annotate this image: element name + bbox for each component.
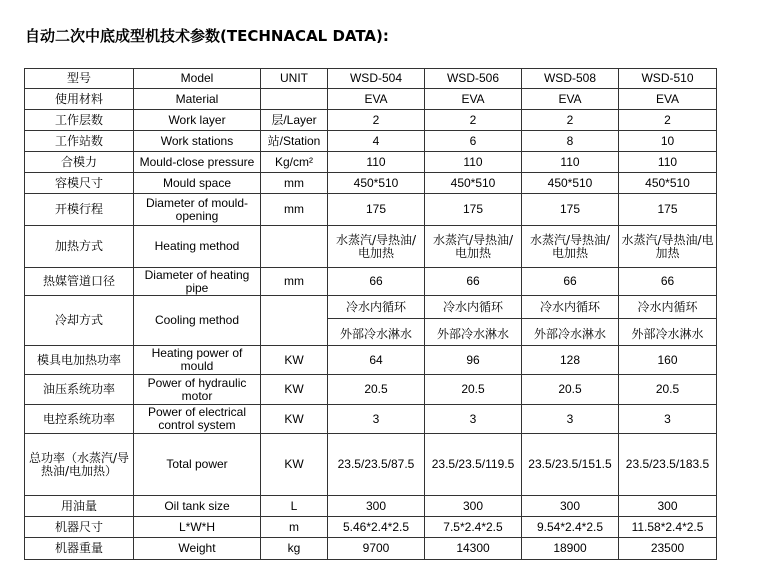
row-value: 11.58*2.4*2.5 (619, 517, 717, 538)
row-value: 175 (522, 194, 619, 226)
table-row (25, 496, 717, 517)
row-value: 23.5/23.5/183.5 (619, 434, 717, 496)
row-value: 300 (619, 496, 717, 517)
header-label-en: Model (134, 69, 261, 89)
row-label-en: Mould space (134, 173, 261, 194)
row-unit: kg (261, 538, 328, 560)
row-label-en: Work layer (134, 110, 261, 131)
row-label-en: Diameter of heating pipe (134, 268, 261, 296)
row-value: 110 (619, 152, 717, 173)
row-value: 450*510 (619, 173, 717, 194)
row-value: 水蒸汽/导热油/电加热 (328, 226, 425, 268)
cooling-internal: 冷水内循环 (522, 301, 618, 319)
row-value: 64 (328, 346, 425, 375)
row-value: 20.5 (328, 375, 425, 405)
row-value: 20.5 (425, 375, 522, 405)
row-label-cn: 冷却方式 (25, 296, 134, 346)
row-value: EVA (522, 89, 619, 110)
row-value: 3 (425, 405, 522, 434)
table-row (25, 194, 717, 226)
row-unit (261, 89, 328, 110)
row-label-cn: 合模力 (25, 152, 134, 173)
row-value: 水蒸汽/导热油/电加热 (425, 226, 522, 268)
row-label-en: Total power (134, 434, 261, 496)
table-row (25, 346, 717, 375)
row-unit (261, 296, 328, 346)
row-value: 66 (425, 268, 522, 296)
row-label-cn: 总功率（水蒸汽/导热油/电加热） (25, 434, 134, 496)
table-row (25, 226, 717, 268)
row-value (425, 296, 522, 346)
row-label-en: Material (134, 89, 261, 110)
row-value: 23.5/23.5/119.5 (425, 434, 522, 496)
row-label-en: Work stations (134, 131, 261, 152)
row-value: 450*510 (425, 173, 522, 194)
row-unit: KW (261, 405, 328, 434)
row-value: 2 (522, 110, 619, 131)
row-value (619, 296, 717, 346)
row-label-en: Heating method (134, 226, 261, 268)
row-value: 110 (328, 152, 425, 173)
header-unit: UNIT (261, 69, 328, 89)
row-label-en: Cooling method (134, 296, 261, 346)
row-value: 水蒸汽/导热油/电加热 (619, 226, 717, 268)
row-label-cn: 机器尺寸 (25, 517, 134, 538)
table-row (25, 538, 717, 560)
row-value: 2 (328, 110, 425, 131)
row-value: 110 (425, 152, 522, 173)
row-label-cn: 容模尺寸 (25, 173, 134, 194)
row-unit: 层/Layer (261, 110, 328, 131)
header-label-cn: 型号 (25, 69, 134, 89)
row-value: 9700 (328, 538, 425, 560)
row-value: 7.5*2.4*2.5 (425, 517, 522, 538)
table-row (25, 375, 717, 405)
row-value: 128 (522, 346, 619, 375)
row-label-cn: 油压系统功率 (25, 375, 134, 405)
page-title: 自动二次中底成型机技术参数(TECHNACAL DATA): (25, 27, 389, 45)
header-model-504: WSD-504 (328, 69, 425, 89)
row-value (328, 296, 425, 346)
row-value: 300 (522, 496, 619, 517)
cooling-external: 外部冷水淋水 (533, 326, 606, 341)
header-model-508: WSD-508 (522, 69, 619, 89)
table-row (25, 131, 717, 152)
row-label-cn: 使用材料 (25, 89, 134, 110)
row-value: EVA (328, 89, 425, 110)
row-unit: m (261, 517, 328, 538)
cooling-external: 外部冷水淋水 (339, 326, 412, 341)
row-unit: Kg/cm² (261, 152, 328, 173)
table-row (25, 268, 717, 296)
row-label-en: Oil tank size (134, 496, 261, 517)
cooling-internal: 冷水内循环 (619, 301, 716, 319)
row-value: 10 (619, 131, 717, 152)
row-value: 23.5/23.5/151.5 (522, 434, 619, 496)
row-label-cn: 加热方式 (25, 226, 134, 268)
row-value: 66 (522, 268, 619, 296)
row-unit: KW (261, 346, 328, 375)
row-label-en: Mould-close pressure (134, 152, 261, 173)
row-value: 3 (619, 405, 717, 434)
cooling-external: 外部冷水淋水 (631, 326, 704, 341)
row-value: 20.5 (619, 375, 717, 405)
table-row (25, 110, 717, 131)
table-row (25, 89, 717, 110)
row-value: 14300 (425, 538, 522, 560)
row-value: 20.5 (522, 375, 619, 405)
row-value: 3 (328, 405, 425, 434)
row-value: 96 (425, 346, 522, 375)
row-value: 160 (619, 346, 717, 375)
row-value: 3 (522, 405, 619, 434)
row-label-en: Diameter of mould-opening (134, 194, 261, 226)
row-label-en: Power of hydraulic motor (134, 375, 261, 405)
row-label-en: L*W*H (134, 517, 261, 538)
row-value: 175 (425, 194, 522, 226)
row-label-en: Heating power of mould (134, 346, 261, 375)
row-value: 水蒸汽/导热油/电加热 (522, 226, 619, 268)
technical-data-table (24, 68, 717, 560)
row-value: 2 (425, 110, 522, 131)
row-unit: KW (261, 375, 328, 405)
row-value: 110 (522, 152, 619, 173)
header-row (25, 69, 717, 89)
row-value: EVA (425, 89, 522, 110)
row-value: 175 (328, 194, 425, 226)
row-value: 9.54*2.4*2.5 (522, 517, 619, 538)
row-unit: mm (261, 173, 328, 194)
table-row (25, 152, 717, 173)
row-value: 4 (328, 131, 425, 152)
row-value: 23500 (619, 538, 717, 560)
row-label-cn: 用油量 (25, 496, 134, 517)
row-label-cn: 模具电加热功率 (25, 346, 134, 375)
row-value: 300 (425, 496, 522, 517)
header-model-510: WSD-510 (619, 69, 717, 89)
cooling-external: 外部冷水淋水 (436, 326, 509, 341)
table-row (25, 517, 717, 538)
row-value: EVA (619, 89, 717, 110)
row-value: 23.5/23.5/87.5 (328, 434, 425, 496)
row-value: 5.46*2.4*2.5 (328, 517, 425, 538)
row-unit: mm (261, 194, 328, 226)
row-unit: 站/Station (261, 131, 328, 152)
row-value: 2 (619, 110, 717, 131)
table-row (25, 405, 717, 434)
row-value (522, 296, 619, 346)
row-label-cn: 电控系统功率 (25, 405, 134, 434)
row-unit: KW (261, 434, 328, 496)
row-value: 18900 (522, 538, 619, 560)
row-value: 8 (522, 131, 619, 152)
row-unit: mm (261, 268, 328, 296)
table-row (25, 296, 717, 346)
row-label-en: Power of electrical control system (134, 405, 261, 434)
row-value: 66 (619, 268, 717, 296)
row-value: 300 (328, 496, 425, 517)
row-label-cn: 机器重量 (25, 538, 134, 560)
cooling-internal: 冷水内循环 (328, 301, 424, 319)
row-unit: L (261, 496, 328, 517)
row-value: 66 (328, 268, 425, 296)
row-value: 450*510 (328, 173, 425, 194)
row-label-cn: 热媒管道口径 (25, 268, 134, 296)
row-label-cn: 工作站数 (25, 131, 134, 152)
table-row (25, 434, 717, 496)
row-unit (261, 226, 328, 268)
cooling-internal: 冷水内循环 (425, 301, 521, 319)
row-label-en: Weight (134, 538, 261, 560)
row-label-cn: 开模行程 (25, 194, 134, 226)
row-value: 6 (425, 131, 522, 152)
header-model-506: WSD-506 (425, 69, 522, 89)
row-value: 175 (619, 194, 717, 226)
row-label-cn: 工作层数 (25, 110, 134, 131)
table-row (25, 173, 717, 194)
row-value: 450*510 (522, 173, 619, 194)
